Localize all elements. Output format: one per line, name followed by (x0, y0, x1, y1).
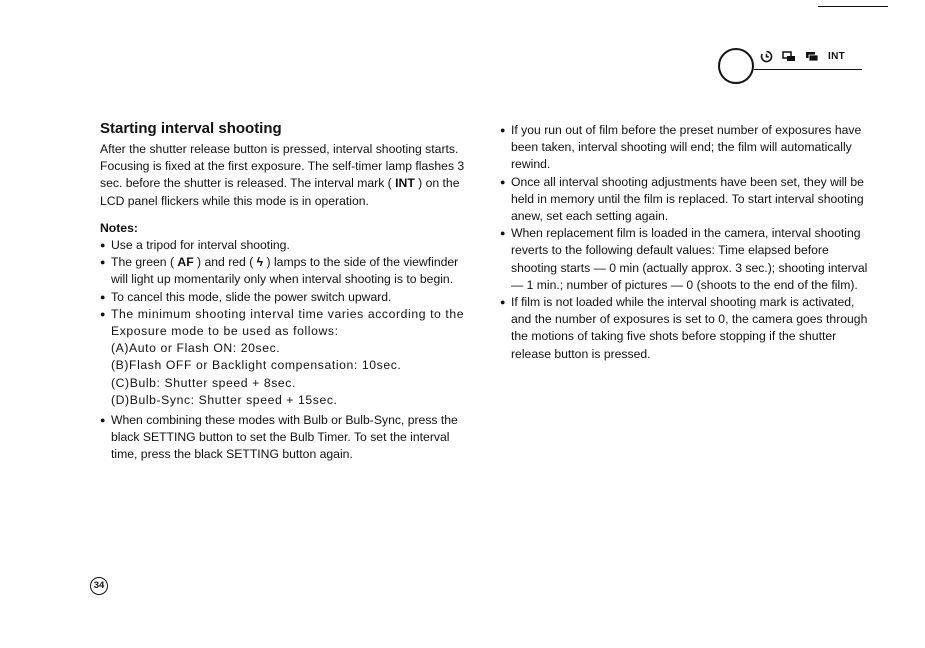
section-title: Starting interval shooting (100, 120, 282, 137)
top-rule (818, 6, 888, 7)
int-mode-label: INT (828, 51, 846, 62)
interval-option-b: (B)Flash OFF or Backlight compensation: 10sec. (111, 358, 402, 373)
bullet-item: ● When replacement film is loaded in the camera, interval shooting reverts to the following default values: Time elapsed before shooting starts — 0 min (actually approx. 3 sec.); shooting interval — 1 min.; number of pictures — 0 (shoots to the end of the film). (500, 225, 872, 294)
note-item: ● When combining these modes with Bulb or Bulb-Sync, press the black SETTING button to set the Bulb Timer. To set the interval time, press the black SETTING button again. (100, 412, 470, 464)
intro-text-2: ) on the LCD panel flickers while this mode is in operation. (100, 176, 460, 208)
note-item (100, 306, 470, 409)
interval-option-a: (A)Auto or Flash ON: 20sec. (111, 341, 281, 356)
notes-heading: Notes: (100, 220, 138, 235)
mode-underline (754, 69, 862, 70)
right-bullets (500, 122, 872, 363)
int-mark: INT (395, 176, 415, 191)
self-timer-icon (760, 50, 773, 63)
notes-list (100, 237, 470, 464)
note2-text-3: ) lamps to the side of the viewfinder will light up momentarily only when interval shooting is to begin. (111, 255, 459, 287)
intro-paragraph (100, 141, 470, 210)
left-column (100, 119, 470, 464)
mode-header (718, 44, 864, 90)
note-item: ● To cancel this mode, slide the power switch upward. (100, 289, 470, 306)
flash-icon: ϟ (256, 255, 264, 270)
bullet-item: ● Once all interval shooting adjustments have been set, they will be held in memory until the film is replaced. To start interval shooting anew, set each setting again. (500, 174, 872, 226)
right-column (500, 122, 872, 363)
page-number: 34 (90, 577, 108, 595)
note4-text: ● The minimum shooting interval time varies according to the Exposure mode to be used as follows: (111, 306, 465, 339)
bullet-item: ● If you run out of film before the preset number of exposures have been taken, interval shooting will end; the film will automatically rewind. (500, 122, 872, 174)
af-label: AF (177, 255, 194, 270)
single-frame-icon (782, 51, 796, 62)
interval-option-c: (C)Bulb: Shutter speed + 8sec. (111, 375, 296, 390)
mode-icons (760, 50, 845, 63)
continuous-frame-icon (805, 51, 819, 62)
bullet-item: ● If film is not loaded while the interval shooting mark is activated, and the number of exposures is set to 0, the camera goes through the motions of taking five shots before stopping if the shutter release button is pressed. (500, 294, 872, 363)
intro-text-1: After the shutter release button is pressed, interval shooting starts. Focusing is fixed at the first exposure. The self-timer lamp flashes 3 sec. before the shutter is released. The interval mark ( (100, 142, 465, 191)
note-item: ● Use a tripod for interval shooting. (100, 237, 470, 254)
note-item (100, 254, 470, 288)
dial-circle-icon (718, 48, 754, 84)
interval-option-d: (D)Bulb-Sync: Shutter speed + 15sec. (111, 392, 338, 407)
note2-text-2: ) and red ( (197, 255, 254, 270)
note2-text-1: The green ( (111, 255, 175, 270)
